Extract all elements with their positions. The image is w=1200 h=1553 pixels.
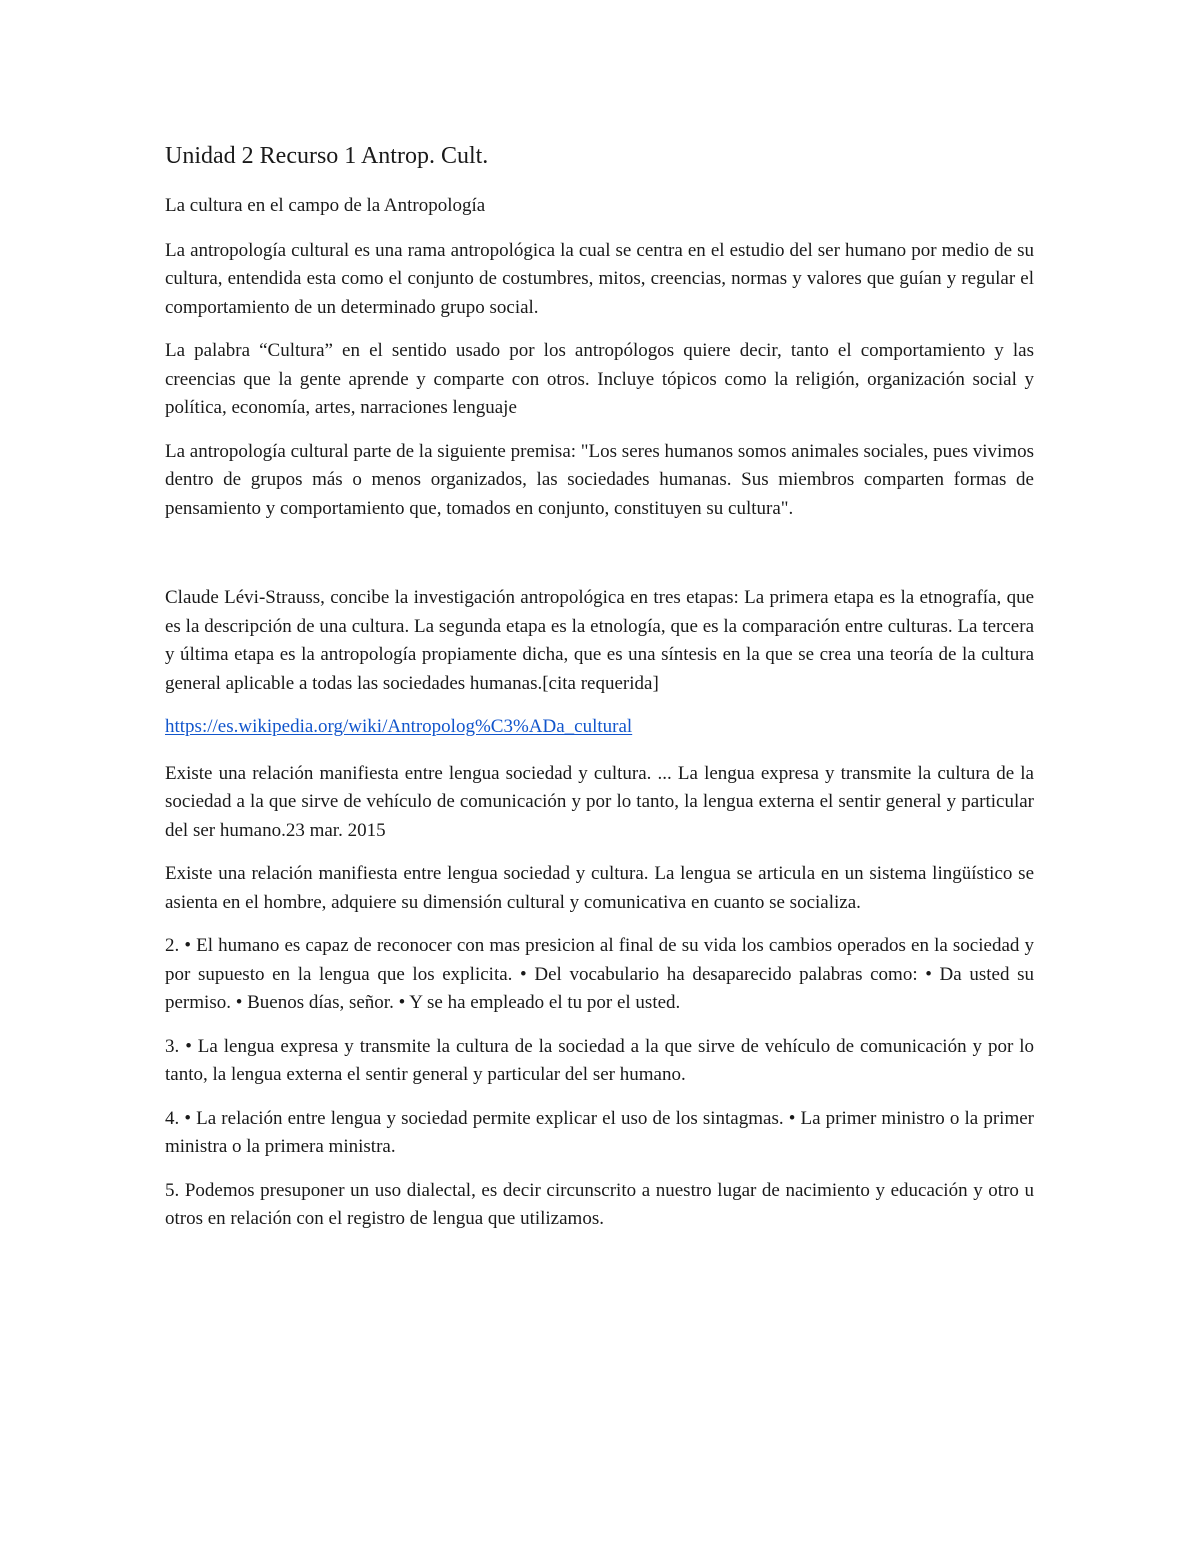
paragraph-relacion-2: Existe una relación manifiesta entre lengua sociedad y cultura. La lengua se articula en un sistema lingüístico se asienta en el hombre, adquiere su dimensión cultural y comunicativa en cuanto se socializa.	[165, 863, 1034, 913]
paragraph-item-5: 5. Podemos presuponer un uso dialectal, es decir circunscrito a nuestro lugar de nacimiento y educación y otro u otros en relación con el registro de lengua que utilizamos.	[165, 1179, 1034, 1229]
paragraph-item-4: 4. • La relación entre lengua y sociedad permite explicar el uso de los sintagmas. • La primer ministro o la primer ministra o la primera ministra.	[165, 1107, 1034, 1157]
document-body	[165, 140, 1034, 1249]
paragraph-definition: La antropología cultural es una rama antropológica la cual se centra en el estudio del ser humano por medio de su cultura, entendida esta como el conjunto de costumbres, mitos, creencias, normas y valores que guían y regular el comportamiento de un determinado grupo social.	[165, 239, 1034, 318]
paragraph-item-3: 3. • La lengua expresa y transmite la cultura de la sociedad a la que sirve de vehículo de comunicación y por lo tanto, la lengua externa el sentir general y particular del ser humano.	[165, 1035, 1034, 1085]
paragraph-cultura-word: La palabra “Cultura” en el sentido usado por los antropólogos quiere decir, tanto el comportamiento y las creencias que la gente aprende y comparte con otros. Incluye tópicos como la religión, organización social y política, economía, artes, narraciones lenguaje	[165, 340, 1034, 418]
blank-line	[165, 538, 1034, 584]
paragraph-relacion-1: Existe una relación manifiesta entre lengua sociedad y cultura. ... La lengua expresa y transmite la cultura de la sociedad a la que sirve de vehículo de comunicación y por lo tanto, la lengua externa el sentir general y particular del ser humano.23 mar. 2015	[165, 762, 1034, 841]
document-subtitle: La cultura en el campo de la Antropología	[165, 195, 486, 216]
wikipedia-link[interactable]: https://es.wikipedia.org/wiki/Antropolog%C3%ADa_cultural	[165, 716, 633, 737]
paragraph-premisa: La antropología cultural parte de la siguiente premisa: "Los seres humanos somos animales sociales, pues vivimos dentro de grupos más o menos organizados, las sociedades humanas. Sus miembros comparten formas de pensamiento y comportamiento que, tomados en conjunto, constituyen su cultura".	[165, 440, 1034, 519]
paragraph-item-2: 2. • El humano es capaz de reconocer con mas presicion al final de su vida los cambios operados en la sociedad y por supuesto en la lengua que los explicita. • Del vocabulario ha desaparecido palabras como: • Da usted su permiso. • Buenos días, señor. • Y se ha empleado el tu por el usted.	[165, 935, 1034, 1013]
document-title: Unidad 2 Recurso 1 Antrop. Cult.	[165, 143, 489, 169]
paragraph-levi-strauss: Claude Lévi-Strauss, concibe la investigación antropológica en tres etapas: La primera etapa es la etnografía, que es la descripción de una cultura. La segunda etapa es la etnología, que es la comparación entre culturas. La tercera y última etapa es la antropología propiamente dicha, que es una síntesis en la que se crea una teoría de la cultura general aplicable a todas las sociedades humanas.[cita requerida]	[165, 587, 1034, 694]
link-paragraph	[165, 713, 1034, 742]
